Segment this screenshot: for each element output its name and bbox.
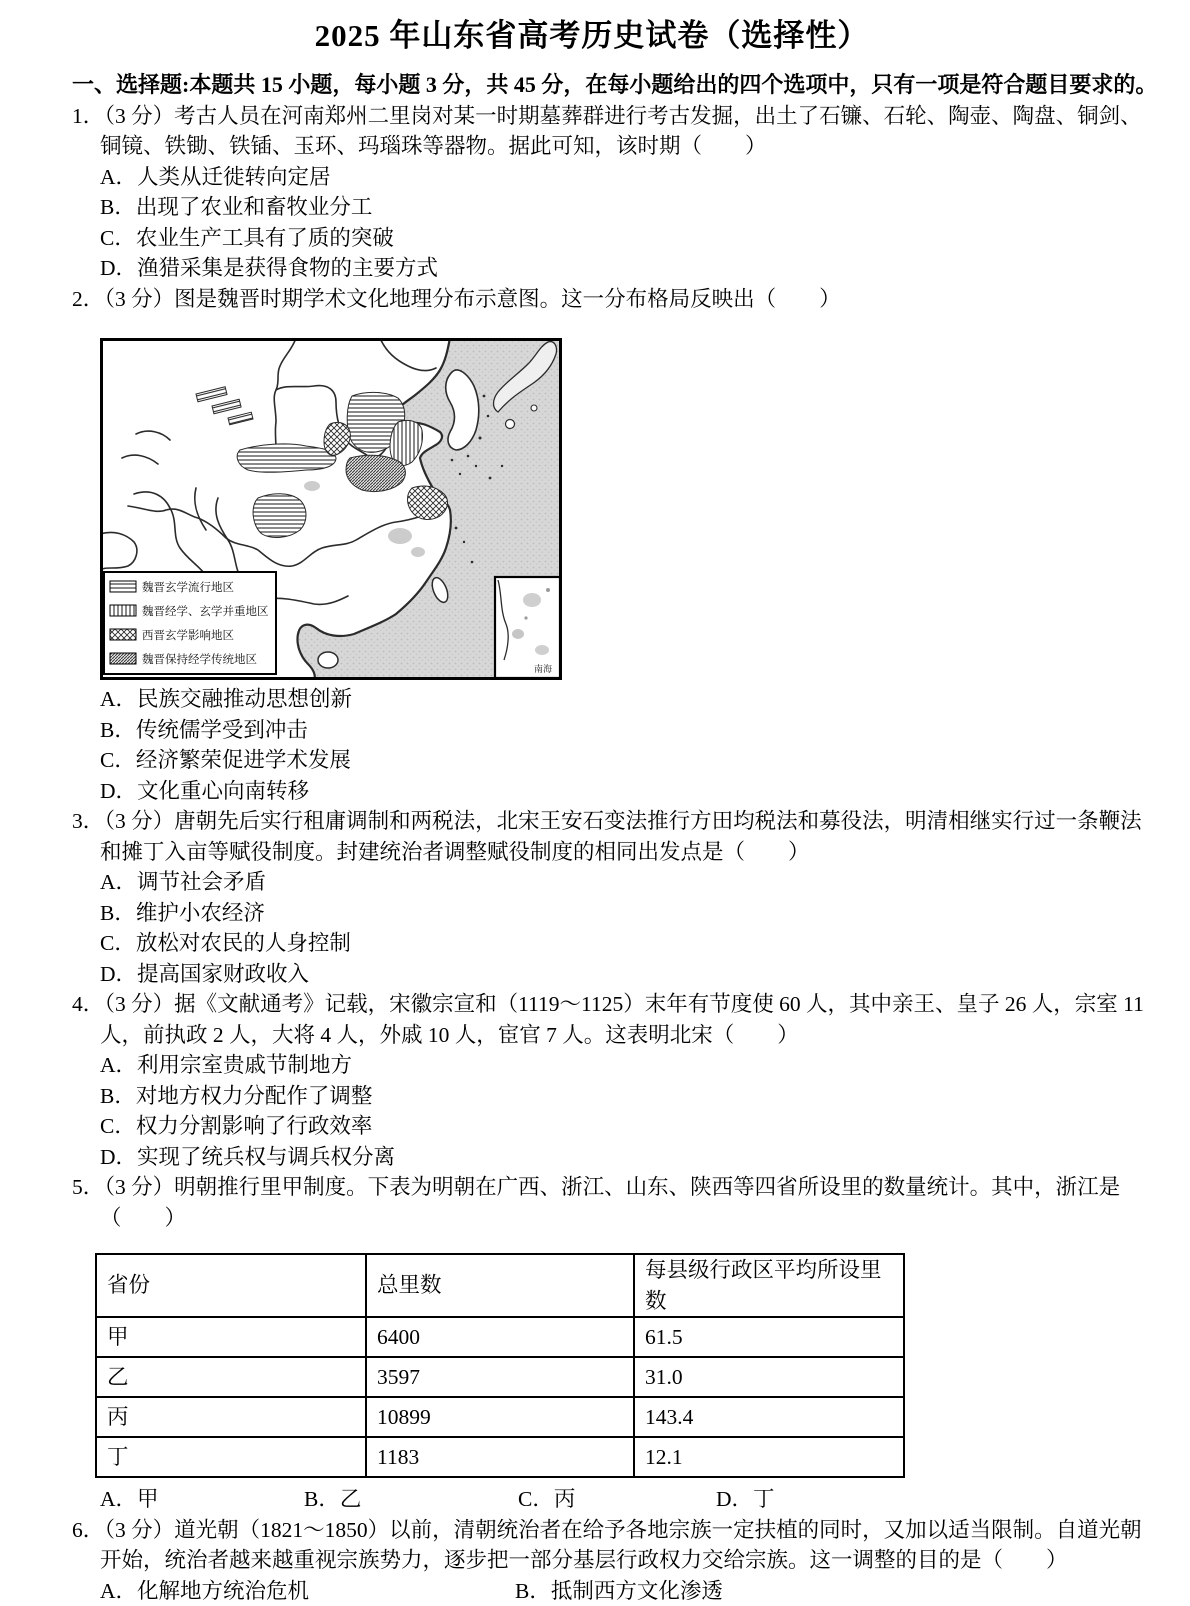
- table-row: [96, 1437, 904, 1477]
- option-label: 提高国家财政收入: [137, 962, 309, 986]
- option-label: 渔猎采集是获得食物的主要方式: [137, 256, 438, 280]
- question-3-option-d: [72, 959, 1162, 990]
- question-1-option-c: [72, 223, 1162, 254]
- question-3-option-b: [72, 898, 1162, 929]
- option-letter: B．: [515, 1579, 551, 1603]
- question-text: 据《文献通考》记载，宋徽宗宣和（1119～1125）末年有节度使 60 人，其中亲王、皇子 26 人，宗室 11 人，前执政 2 人，大将 4 人，外戚 10 人，宦官 7 人。这表明北宋（ ）: [100, 992, 1144, 1047]
- question-score: （3 分）: [104, 1518, 174, 1542]
- option-letter: A．: [100, 165, 137, 189]
- option-letter: C．: [100, 1114, 136, 1138]
- question-4-option-d: [72, 1142, 1162, 1173]
- question-1-option-b: [72, 192, 1162, 223]
- question-4-option-b: [72, 1081, 1162, 1112]
- question-2-option-c: [72, 745, 1162, 776]
- question-5-stem: [72, 1172, 1162, 1233]
- option-letter: C．: [100, 226, 136, 250]
- table-header-row: [96, 1254, 904, 1317]
- table-header-cell: 总里数: [366, 1254, 634, 1317]
- table-cell: 丙: [96, 1397, 366, 1437]
- question-text: 考古人员在河南郑州二里岗对某一时期墓葬群进行考古发掘，出土了石镰、石轮、陶壶、陶盘、铜剑、铜镜、铁锄、铁锸、玉环、玛瑙珠等器物。据此可知，该时期（ ）: [100, 104, 1142, 159]
- question-2-option-d: [72, 776, 1162, 807]
- question-2-option-a: [72, 684, 1162, 715]
- question-number: 3．: [72, 809, 104, 833]
- legend-label: 魏晋保持经学传统地区: [142, 652, 257, 666]
- option-letter: D．: [100, 962, 137, 986]
- legend-swatch-crosshatch: [110, 629, 136, 640]
- question-5-option-b: [304, 1484, 518, 1515]
- question-score: （3 分）: [104, 287, 174, 311]
- legend-swatch-vertical-lines: [110, 605, 136, 616]
- question-1-stem: [72, 101, 1162, 162]
- table-cell: 丁: [96, 1437, 366, 1477]
- question-5: [72, 1172, 1162, 1515]
- map-svg: [100, 338, 562, 680]
- question-1-option-a: [72, 162, 1162, 193]
- legend-label: 魏晋经学、玄学并重地区: [142, 604, 269, 618]
- inset-label-nanhai: 南海: [534, 663, 552, 674]
- option-label: 出现了农业和畜牧业分工: [136, 195, 373, 219]
- map-legend: [104, 572, 276, 674]
- wei-jin-map-figure: [100, 338, 562, 680]
- option-label: 民族交融推动思想创新: [137, 687, 352, 711]
- option-letter: A．: [100, 870, 137, 894]
- option-label: 对地方权力分配作了调整: [136, 1084, 373, 1108]
- question-3-stem: [72, 806, 1162, 867]
- question-6-stem: [72, 1515, 1162, 1576]
- table-cell: 10899: [366, 1397, 634, 1437]
- option-letter: B．: [100, 1084, 136, 1108]
- question-6-option-a: [100, 1576, 515, 1606]
- option-label: 实现了统兵权与调兵权分离: [137, 1145, 395, 1169]
- table-row: [96, 1357, 904, 1397]
- question-5-option-a: [100, 1484, 304, 1515]
- option-letter: A．: [100, 1579, 137, 1603]
- question-4-stem: [72, 989, 1162, 1050]
- option-letter: D．: [100, 1145, 137, 1169]
- table-cell: 12.1: [634, 1437, 904, 1477]
- option-letter: C．: [518, 1487, 554, 1511]
- option-label: 利用宗室贵戚节制地方: [137, 1053, 352, 1077]
- option-letter: C．: [100, 931, 136, 955]
- option-letter: C．: [100, 748, 136, 772]
- option-letter: A．: [100, 1487, 137, 1511]
- question-3-option-a: [72, 867, 1162, 898]
- option-label: 乙: [340, 1487, 362, 1511]
- option-label: 权力分割影响了行政效率: [136, 1114, 373, 1138]
- question-4: [72, 989, 1162, 1172]
- table-cell: 6400: [366, 1317, 634, 1357]
- table-cell: 甲: [96, 1317, 366, 1357]
- question-number: 1．: [72, 104, 104, 128]
- option-label: 放松对农民的人身控制: [136, 931, 351, 955]
- question-score: （3 分）: [104, 809, 174, 833]
- question-number: 5．: [72, 1175, 104, 1199]
- question-4-option-c: [72, 1111, 1162, 1142]
- option-label: 丙: [554, 1487, 576, 1511]
- option-letter: B．: [100, 195, 136, 219]
- legend-label: 西晋玄学影响地区: [142, 628, 234, 642]
- question-5-option-d: [716, 1484, 775, 1515]
- table-row: [96, 1397, 904, 1437]
- table-header-cell: 省份: [96, 1254, 366, 1317]
- option-label: 人类从迁徙转向定居: [137, 165, 331, 189]
- option-letter: D．: [100, 779, 137, 803]
- option-letter: B．: [100, 718, 136, 742]
- lijia-statistics-table: [95, 1253, 905, 1478]
- question-3: [72, 806, 1162, 989]
- option-letter: A．: [100, 687, 137, 711]
- table-cell: 61.5: [634, 1317, 904, 1357]
- legend-swatch-dense-hatch: [110, 653, 136, 664]
- exam-title: 2025 年山东省高考历史试卷（选择性）: [47, 18, 1137, 54]
- option-label: 甲: [137, 1487, 159, 1511]
- table-cell: 143.4: [634, 1397, 904, 1437]
- question-2: [72, 284, 1162, 807]
- question-6: [72, 1515, 1162, 1606]
- option-letter: B．: [100, 901, 136, 925]
- table-header-cell: 每县级行政区平均所设里数: [634, 1254, 904, 1317]
- question-score: （3 分）: [104, 992, 174, 1016]
- legend-item-3: [110, 628, 234, 642]
- table-cell: 31.0: [634, 1357, 904, 1397]
- legend-swatch-horizontal-lines: [110, 581, 136, 592]
- question-text: 唐朝先后实行租庸调制和两税法，北宋王安石变法推行方田均税法和募役法，明清相继实行过一条鞭法和摊丁入亩等赋役制度。封建统治者调整赋役制度的相同出发点是（ ）: [100, 809, 1142, 864]
- question-1: [72, 101, 1162, 284]
- question-5-option-c: [518, 1484, 716, 1515]
- question-score: （3 分）: [104, 1175, 174, 1199]
- option-letter: D．: [716, 1487, 753, 1511]
- option-label: 维护小农经济: [136, 901, 265, 925]
- option-label: 经济繁荣促进学术发展: [136, 748, 351, 772]
- option-label: 丁: [753, 1487, 775, 1511]
- hainan-island: [318, 652, 338, 668]
- question-3-option-c: [72, 928, 1162, 959]
- question-score: （3 分）: [104, 104, 174, 128]
- region-xuanxue-popular-sichuan: [253, 494, 306, 538]
- option-label: 传统儒学受到冲击: [136, 718, 308, 742]
- question-6-options-row: [72, 1576, 1162, 1606]
- question-number: 4．: [72, 992, 104, 1016]
- table-cell: 乙: [96, 1357, 366, 1397]
- question-number: 6．: [72, 1518, 104, 1542]
- option-label: 化解地方统治危机: [137, 1579, 309, 1603]
- question-2-stem: [72, 284, 1162, 315]
- question-1-option-d: [72, 253, 1162, 284]
- question-text: 图是魏晋时期学术文化地理分布示意图。这一分布格局反映出（ ）: [174, 287, 841, 311]
- option-letter: B．: [304, 1487, 340, 1511]
- south-sea-inset: [495, 577, 560, 678]
- option-label: 文化重心向南转移: [137, 779, 309, 803]
- question-6-option-b: [515, 1576, 723, 1606]
- option-letter: A．: [100, 1053, 137, 1077]
- table-row: [96, 1317, 904, 1357]
- option-label: 农业生产工具有了质的突破: [136, 226, 394, 250]
- legend-item-4: [110, 652, 257, 666]
- option-letter: D．: [100, 256, 137, 280]
- table-cell: 1183: [366, 1437, 634, 1477]
- question-text: 明朝推行里甲制度。下表为明朝在广西、浙江、山东、陕西等四省所设里的数量统计。其中，浙江是（ ）: [100, 1175, 1120, 1230]
- option-label: 调节社会矛盾: [137, 870, 266, 894]
- region-jingxue-tradition: [346, 455, 405, 491]
- question-5-options-row: [72, 1484, 1162, 1515]
- option-label: 抵制西方文化渗透: [551, 1579, 723, 1603]
- legend-item-2: [110, 604, 269, 618]
- legend-item-1: [110, 580, 234, 594]
- question-text: 道光朝（1821～1850）以前，清朝统治者在给予各地宗族一定扶植的同时，又加以适当限制。自道光朝开始，统治者越来越重视宗族势力，逐步把一部分基层行政权力交给宗族。这一调整的目的是（ ）: [100, 1518, 1142, 1573]
- question-4-option-a: [72, 1050, 1162, 1081]
- question-2-option-b: [72, 715, 1162, 746]
- region-xuanxue-popular-strip: [237, 444, 336, 472]
- table-cell: 3597: [366, 1357, 634, 1397]
- question-number: 2．: [72, 287, 104, 311]
- legend-label: 魏晋玄学流行地区: [142, 580, 234, 594]
- section-header: 一、选择题:本题共 15 小题，每小题 3 分，共 45 分，在每小题给出的四个选项中，只有一项是符合题目要求的。: [72, 70, 1162, 101]
